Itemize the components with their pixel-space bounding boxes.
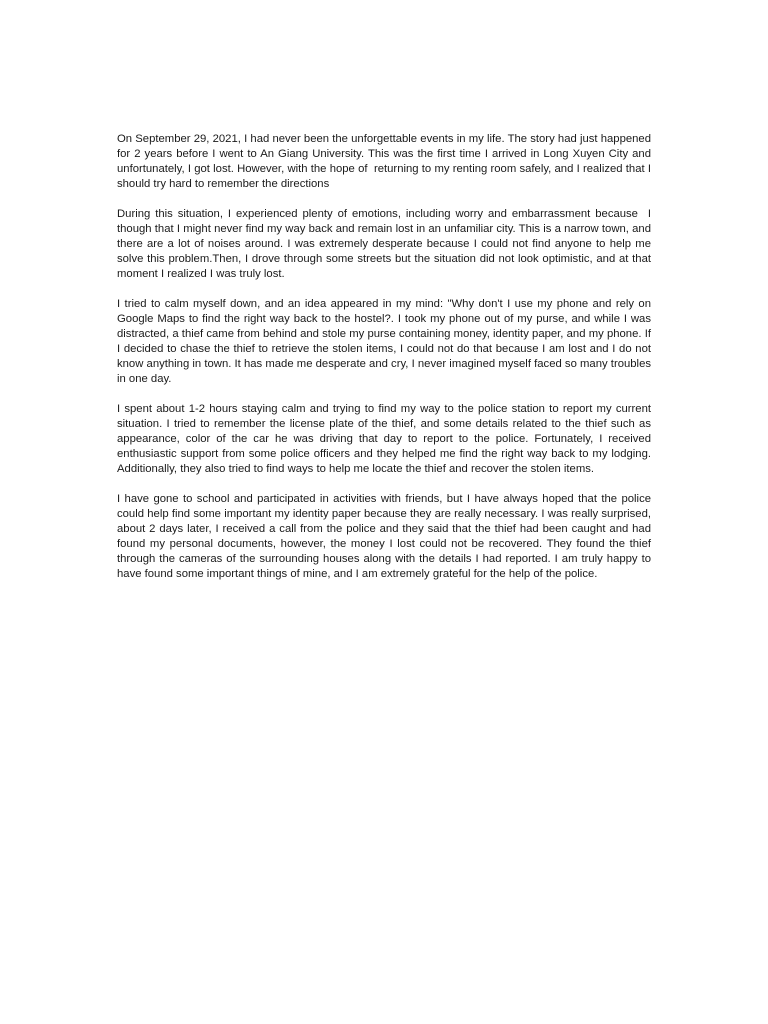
paragraph-2: During this situation, I experienced plenty of emotions, including worry and embarrassment because I though that I might never find my way back and remain lost in an unfamiliar city. This is a narrow town, and there are a lot of noises around. I was extremely desperate because I could not find anyone to help me solve this problem.Then, I drove through some streets but the situation did not look optimistic, and at that moment I realized I was truly lost.: [117, 208, 655, 280]
paragraph-5: I have gone to school and participated in activities with friends, but I have always hoped that the police could help find some important my identity paper because they are really necessary. I was really surprised, about 2 days later, I received a call from the police and they said that the thief had been caught and had found my personal documents, however, the money I lost could not be recovered. They found the thief through the cameras of the surrounding houses along with the details I had reported. I am truly happy to have found some important things of mine, and I am extremely grateful for the help of the police.: [117, 493, 655, 580]
paragraph-4: I spent about 1-2 hours staying calm and trying to find my way to the police station to report my current situation. I tried to remember the license plate of the thief, and some details related to the thief such as appearance, color of the car he was driving that day to report to the police. Fortunately, I received enthusiastic support from some police officers and they helped me find the right way back to my lodging. Additionally, they also tried to find ways to help me locate the thief and recover the stolen items.: [117, 403, 655, 475]
paragraph-1: On September 29, 2021, I had never been the unforgettable events in my life. The story had just happened for 2 years before I went to An Giang University. This was the first time I arrived in Long Xuyen City and unfortunately, I got lost. However, with the hope of returning to my renting room safely, and I realized that I should try hard to remember the directions: [117, 133, 655, 190]
document-body: [117, 132, 655, 597]
paragraph-3: I tried to calm myself down, and an idea appeared in my mind: "Why don't I use my phone and rely on Google Maps to find the right way back to the hostel?. I took my phone out of my purse, and while I was distracted, a thief came from behind and stole my purse containing money, identity paper, and my phone. If I decided to chase the thief to retrieve the stolen items, I could not do that because I am lost and I do not know anything in town. It has made me desperate and cry, I never imagined myself faced so many troubles in one day.: [117, 298, 655, 385]
